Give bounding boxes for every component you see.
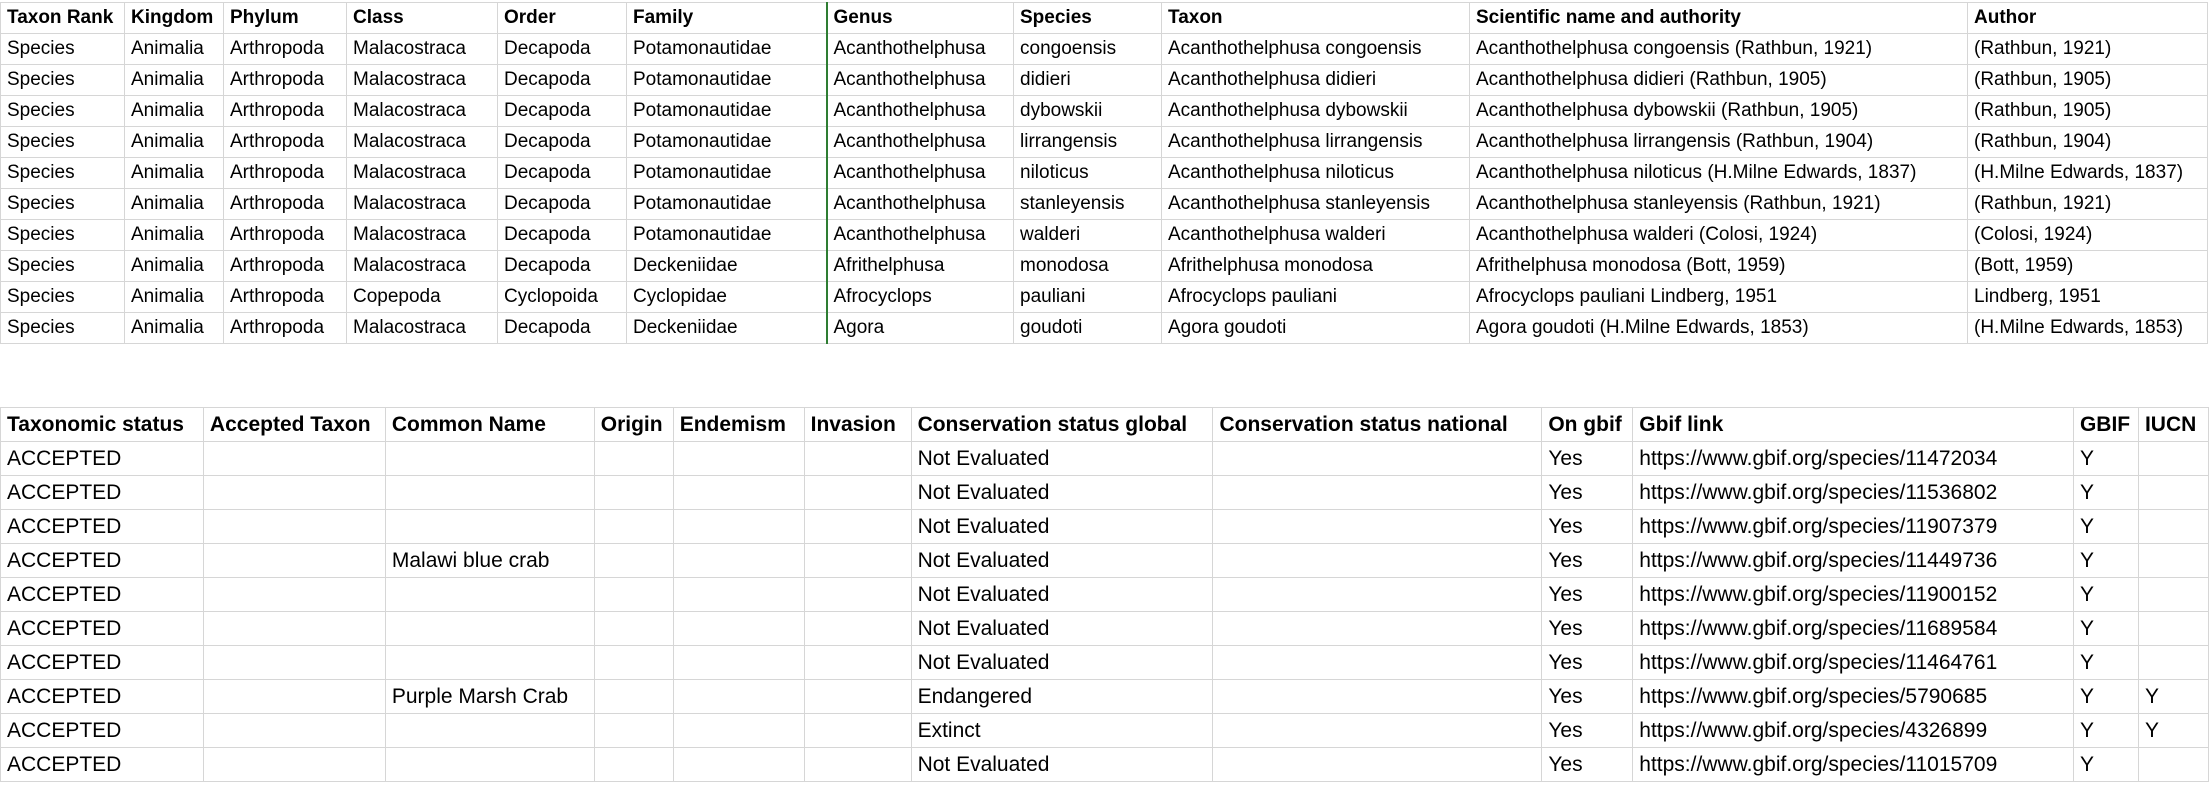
cell-taxonomic-status[interactable]: ACCEPTED: [1, 612, 204, 646]
cell-taxonomic-status[interactable]: ACCEPTED: [1, 442, 204, 476]
cell-genus[interactable]: Acanthothelphusa: [827, 96, 1014, 127]
cell-common-name[interactable]: [385, 442, 594, 476]
cell-genus[interactable]: Afrithelphusa: [827, 251, 1014, 282]
cell-origin[interactable]: [594, 748, 673, 782]
cell-author[interactable]: (Rathbun, 1921): [1968, 34, 2208, 65]
cell-genus[interactable]: Acanthothelphusa: [827, 34, 1014, 65]
cell-taxon-rank[interactable]: Species: [1, 313, 125, 344]
cell-endemism[interactable]: [673, 544, 804, 578]
cell-conservation-status-national[interactable]: [1213, 578, 1542, 612]
cell-genus[interactable]: Acanthothelphusa: [827, 189, 1014, 220]
cell-taxon[interactable]: Acanthothelphusa congoensis: [1162, 34, 1470, 65]
cell-accepted-taxon[interactable]: [203, 714, 385, 748]
cell-kingdom[interactable]: Animalia: [125, 158, 224, 189]
cell-accepted-taxon[interactable]: [203, 544, 385, 578]
cell-phylum[interactable]: Arthropoda: [224, 127, 347, 158]
cell-gbif-link[interactable]: https://www.gbif.org/species/11907379: [1633, 510, 2074, 544]
cell-scientific-name-and-authority[interactable]: Acanthothelphusa walderi (Colosi, 1924): [1470, 220, 1968, 251]
cell-taxon-rank[interactable]: Species: [1, 127, 125, 158]
cell-order[interactable]: Decapoda: [498, 220, 627, 251]
cell-iucn[interactable]: [2138, 748, 2208, 782]
cell-iucn[interactable]: [2138, 510, 2208, 544]
cell-kingdom[interactable]: Animalia: [125, 34, 224, 65]
cell-common-name[interactable]: Malawi blue crab: [385, 544, 594, 578]
cell-conservation-status-national[interactable]: [1213, 714, 1542, 748]
cell-origin[interactable]: [594, 510, 673, 544]
cell-taxonomic-status[interactable]: ACCEPTED: [1, 680, 204, 714]
cell-origin[interactable]: [594, 646, 673, 680]
table-row: [1, 544, 2209, 578]
column-header-species[interactable]: Species: [1014, 3, 1162, 34]
cell-iucn[interactable]: [2138, 442, 2208, 476]
cell-iucn[interactable]: [2138, 476, 2208, 510]
cell-conservation-status-global[interactable]: Not Evaluated: [911, 442, 1213, 476]
table-row: [1, 158, 2208, 189]
column-header-family[interactable]: Family: [627, 3, 827, 34]
cell-taxon-rank[interactable]: Species: [1, 65, 125, 96]
cell-family[interactable]: Potamonautidae: [627, 158, 827, 189]
cell-on-gbif[interactable]: Yes: [1542, 612, 1633, 646]
cell-invasion[interactable]: [804, 578, 911, 612]
cell-conservation-status-global[interactable]: Not Evaluated: [911, 578, 1213, 612]
cell-author[interactable]: (Bott, 1959): [1968, 251, 2208, 282]
column-header-on-gbif[interactable]: On gbif: [1542, 408, 1633, 442]
cell-origin[interactable]: [594, 544, 673, 578]
cell-conservation-status-global[interactable]: Not Evaluated: [911, 646, 1213, 680]
status-body: [1, 442, 2209, 782]
cell-species[interactable]: dybowskii: [1014, 96, 1162, 127]
cell-taxonomic-status[interactable]: ACCEPTED: [1, 544, 204, 578]
cell-accepted-taxon[interactable]: [203, 510, 385, 544]
column-header-conservation-status-global[interactable]: Conservation status global: [911, 408, 1213, 442]
cell-family[interactable]: Cyclopidae: [627, 282, 827, 313]
cell-origin[interactable]: [594, 714, 673, 748]
cell-taxon[interactable]: Agora goudoti: [1162, 313, 1470, 344]
column-header-gbif-link[interactable]: Gbif link: [1633, 408, 2074, 442]
cell-kingdom[interactable]: Animalia: [125, 189, 224, 220]
cell-taxon-rank[interactable]: Species: [1, 251, 125, 282]
column-header-taxonomic-status[interactable]: Taxonomic status: [1, 408, 204, 442]
column-header-accepted-taxon[interactable]: Accepted Taxon: [203, 408, 385, 442]
cell-conservation-status-global[interactable]: Endangered: [911, 680, 1213, 714]
cell-author[interactable]: (Rathbun, 1921): [1968, 189, 2208, 220]
column-header-endemism[interactable]: Endemism: [673, 408, 804, 442]
column-header-scientific-name-and-authority[interactable]: Scientific name and authority: [1470, 3, 1968, 34]
cell-endemism[interactable]: [673, 510, 804, 544]
cell-kingdom[interactable]: Animalia: [125, 220, 224, 251]
cell-author[interactable]: Lindberg, 1951: [1968, 282, 2208, 313]
table-row: [1, 251, 2208, 282]
column-header-iucn[interactable]: IUCN: [2138, 408, 2208, 442]
cell-phylum[interactable]: Arthropoda: [224, 34, 347, 65]
cell-author[interactable]: (Colosi, 1924): [1968, 220, 2208, 251]
table-row: [1, 34, 2208, 65]
cell-accepted-taxon[interactable]: [203, 578, 385, 612]
cell-genus[interactable]: Acanthothelphusa: [827, 158, 1014, 189]
cell-scientific-name-and-authority[interactable]: Acanthothelphusa stanleyensis (Rathbun, 1921): [1470, 189, 1968, 220]
status-header-row: [1, 408, 2209, 442]
column-header-conservation-status-national[interactable]: Conservation status national: [1213, 408, 1542, 442]
table-row: [1, 476, 2209, 510]
cell-on-gbif[interactable]: Yes: [1542, 646, 1633, 680]
cell-scientific-name-and-authority[interactable]: Acanthothelphusa didieri (Rathbun, 1905): [1470, 65, 1968, 96]
cell-family[interactable]: Potamonautidae: [627, 127, 827, 158]
cell-iucn[interactable]: Y: [2138, 714, 2208, 748]
cell-endemism[interactable]: [673, 476, 804, 510]
column-header-class[interactable]: Class: [347, 3, 498, 34]
cell-class[interactable]: Malacostraca: [347, 96, 498, 127]
cell-invasion[interactable]: [804, 510, 911, 544]
cell-gbif-link[interactable]: https://www.gbif.org/species/11449736: [1633, 544, 2074, 578]
cell-species[interactable]: monodosa: [1014, 251, 1162, 282]
cell-origin[interactable]: [594, 578, 673, 612]
cell-endemism[interactable]: [673, 714, 804, 748]
column-header-genus[interactable]: Genus: [827, 3, 1014, 34]
cell-order[interactable]: Decapoda: [498, 34, 627, 65]
cell-taxonomic-status[interactable]: ACCEPTED: [1, 748, 204, 782]
cell-invasion[interactable]: [804, 442, 911, 476]
column-header-phylum[interactable]: Phylum: [224, 3, 347, 34]
cell-accepted-taxon[interactable]: [203, 442, 385, 476]
cell-gbif-link[interactable]: https://www.gbif.org/species/4326899: [1633, 714, 2074, 748]
cell-phylum[interactable]: Arthropoda: [224, 313, 347, 344]
table-row: [1, 714, 2209, 748]
cell-genus[interactable]: Afrocyclops: [827, 282, 1014, 313]
cell-species[interactable]: walderi: [1014, 220, 1162, 251]
cell-common-name[interactable]: [385, 612, 594, 646]
cell-taxonomic-status[interactable]: ACCEPTED: [1, 510, 204, 544]
cell-species[interactable]: congoensis: [1014, 34, 1162, 65]
cell-on-gbif[interactable]: Yes: [1542, 544, 1633, 578]
cell-common-name[interactable]: [385, 646, 594, 680]
cell-species[interactable]: lirrangensis: [1014, 127, 1162, 158]
cell-family[interactable]: Potamonautidae: [627, 34, 827, 65]
cell-taxon-rank[interactable]: Species: [1, 34, 125, 65]
cell-on-gbif[interactable]: Yes: [1542, 714, 1633, 748]
cell-conservation-status-national[interactable]: [1213, 510, 1542, 544]
cell-iucn[interactable]: [2138, 646, 2208, 680]
cell-kingdom[interactable]: Animalia: [125, 282, 224, 313]
column-header-kingdom[interactable]: Kingdom: [125, 3, 224, 34]
cell-iucn[interactable]: [2138, 578, 2208, 612]
column-header-common-name[interactable]: Common Name: [385, 408, 594, 442]
cell-gbif-link[interactable]: https://www.gbif.org/species/5790685: [1633, 680, 2074, 714]
table-row: [1, 282, 2208, 313]
cell-endemism[interactable]: [673, 646, 804, 680]
cell-order[interactable]: Decapoda: [498, 313, 627, 344]
table-row: [1, 578, 2209, 612]
cell-origin[interactable]: [594, 612, 673, 646]
cell-conservation-status-national[interactable]: [1213, 476, 1542, 510]
cell-author[interactable]: (H.Milne Edwards, 1837): [1968, 158, 2208, 189]
cell-species[interactable]: niloticus: [1014, 158, 1162, 189]
cell-conservation-status-national[interactable]: [1213, 612, 1542, 646]
cell-conservation-status-global[interactable]: Not Evaluated: [911, 510, 1213, 544]
cell-class[interactable]: Malacostraca: [347, 158, 498, 189]
cell-author[interactable]: (Rathbun, 1905): [1968, 65, 2208, 96]
cell-endemism[interactable]: [673, 748, 804, 782]
cell-phylum[interactable]: Arthropoda: [224, 189, 347, 220]
column-header-author[interactable]: Author: [1968, 3, 2208, 34]
cell-taxon[interactable]: Afrocyclops pauliani: [1162, 282, 1470, 313]
cell-scientific-name-and-authority[interactable]: Agora goudoti (H.Milne Edwards, 1853): [1470, 313, 1968, 344]
table-row: [1, 220, 2208, 251]
cell-invasion[interactable]: [804, 680, 911, 714]
cell-class[interactable]: Malacostraca: [347, 251, 498, 282]
cell-taxon[interactable]: Acanthothelphusa stanleyensis: [1162, 189, 1470, 220]
table-row: [1, 510, 2209, 544]
cell-gbif-link[interactable]: https://www.gbif.org/species/11536802: [1633, 476, 2074, 510]
cell-accepted-taxon[interactable]: [203, 612, 385, 646]
cell-origin[interactable]: [594, 476, 673, 510]
cell-origin[interactable]: [594, 442, 673, 476]
cell-species[interactable]: stanleyensis: [1014, 189, 1162, 220]
table-row: [1, 189, 2208, 220]
cell-invasion[interactable]: [804, 748, 911, 782]
cell-phylum[interactable]: Arthropoda: [224, 251, 347, 282]
cell-gbif[interactable]: Y: [2073, 612, 2138, 646]
cell-phylum[interactable]: Arthropoda: [224, 65, 347, 96]
column-header-order[interactable]: Order: [498, 3, 627, 34]
cell-gbif[interactable]: Y: [2073, 442, 2138, 476]
cell-phylum[interactable]: Arthropoda: [224, 220, 347, 251]
table-row: [1, 680, 2209, 714]
cell-scientific-name-and-authority[interactable]: Acanthothelphusa congoensis (Rathbun, 1921): [1470, 34, 1968, 65]
cell-taxonomic-status[interactable]: ACCEPTED: [1, 476, 204, 510]
cell-kingdom[interactable]: Animalia: [125, 251, 224, 282]
cell-genus[interactable]: Acanthothelphusa: [827, 65, 1014, 96]
column-header-taxon[interactable]: Taxon: [1162, 3, 1470, 34]
cell-gbif[interactable]: Y: [2073, 544, 2138, 578]
column-header-origin[interactable]: Origin: [594, 408, 673, 442]
cell-class[interactable]: Malacostraca: [347, 65, 498, 96]
cell-class[interactable]: Malacostraca: [347, 127, 498, 158]
column-header-taxon-rank[interactable]: Taxon Rank: [1, 3, 125, 34]
cell-order[interactable]: Decapoda: [498, 251, 627, 282]
cell-species[interactable]: didieri: [1014, 65, 1162, 96]
cell-family[interactable]: Deckeniidae: [627, 251, 827, 282]
cell-accepted-taxon[interactable]: [203, 646, 385, 680]
cell-common-name[interactable]: [385, 714, 594, 748]
cell-conservation-status-global[interactable]: Not Evaluated: [911, 476, 1213, 510]
cell-species[interactable]: pauliani: [1014, 282, 1162, 313]
cell-scientific-name-and-authority[interactable]: Acanthothelphusa niloticus (H.Milne Edwards, 1837): [1470, 158, 1968, 189]
cell-taxon-rank[interactable]: Species: [1, 189, 125, 220]
cell-gbif-link[interactable]: https://www.gbif.org/species/11472034: [1633, 442, 2074, 476]
cell-scientific-name-and-authority[interactable]: Acanthothelphusa lirrangensis (Rathbun, 1904): [1470, 127, 1968, 158]
cell-gbif[interactable]: Y: [2073, 510, 2138, 544]
cell-conservation-status-global[interactable]: Extinct: [911, 714, 1213, 748]
cell-kingdom[interactable]: Animalia: [125, 65, 224, 96]
cell-common-name[interactable]: [385, 578, 594, 612]
cell-species[interactable]: goudoti: [1014, 313, 1162, 344]
cell-common-name[interactable]: Purple Marsh Crab: [385, 680, 594, 714]
cell-order[interactable]: Cyclopoida: [498, 282, 627, 313]
cell-phylum[interactable]: Arthropoda: [224, 282, 347, 313]
taxonomy-body: [1, 34, 2208, 344]
cell-on-gbif[interactable]: Yes: [1542, 748, 1633, 782]
cell-order[interactable]: Decapoda: [498, 158, 627, 189]
table-row: [1, 127, 2208, 158]
cell-conservation-status-national[interactable]: [1213, 442, 1542, 476]
cell-order[interactable]: Decapoda: [498, 96, 627, 127]
cell-endemism[interactable]: [673, 612, 804, 646]
cell-taxon-rank[interactable]: Species: [1, 220, 125, 251]
table-row: [1, 612, 2209, 646]
cell-gbif[interactable]: Y: [2073, 578, 2138, 612]
cell-scientific-name-and-authority[interactable]: Afrocyclops pauliani Lindberg, 1951: [1470, 282, 1968, 313]
cell-iucn[interactable]: [2138, 544, 2208, 578]
cell-common-name[interactable]: [385, 476, 594, 510]
cell-family[interactable]: Potamonautidae: [627, 96, 827, 127]
cell-class[interactable]: Malacostraca: [347, 313, 498, 344]
cell-taxonomic-status[interactable]: ACCEPTED: [1, 714, 204, 748]
cell-author[interactable]: (H.Milne Edwards, 1853): [1968, 313, 2208, 344]
cell-invasion[interactable]: [804, 714, 911, 748]
cell-family[interactable]: Potamonautidae: [627, 189, 827, 220]
cell-scientific-name-and-authority[interactable]: Afrithelphusa monodosa (Bott, 1959): [1470, 251, 1968, 282]
cell-conservation-status-global[interactable]: Not Evaluated: [911, 544, 1213, 578]
cell-taxonomic-status[interactable]: ACCEPTED: [1, 646, 204, 680]
table-row: [1, 748, 2209, 782]
cell-conservation-status-global[interactable]: Not Evaluated: [911, 748, 1213, 782]
cell-common-name[interactable]: [385, 510, 594, 544]
table-row: [1, 646, 2209, 680]
cell-taxon[interactable]: Acanthothelphusa lirrangensis: [1162, 127, 1470, 158]
cell-invasion[interactable]: [804, 612, 911, 646]
cell-origin[interactable]: [594, 680, 673, 714]
cell-taxonomic-status[interactable]: ACCEPTED: [1, 578, 204, 612]
cell-gbif[interactable]: Y: [2073, 714, 2138, 748]
cell-taxon-rank[interactable]: Species: [1, 158, 125, 189]
cell-taxon[interactable]: Afrithelphusa monodosa: [1162, 251, 1470, 282]
table-row: [1, 65, 2208, 96]
taxonomy-header-row: [1, 3, 2208, 34]
cell-order[interactable]: Decapoda: [498, 127, 627, 158]
cell-order[interactable]: Decapoda: [498, 189, 627, 220]
cell-gbif[interactable]: Y: [2073, 646, 2138, 680]
cell-accepted-taxon[interactable]: [203, 476, 385, 510]
cell-class[interactable]: Copepoda: [347, 282, 498, 313]
cell-gbif-link[interactable]: https://www.gbif.org/species/11689584: [1633, 612, 2074, 646]
cell-phylum[interactable]: Arthropoda: [224, 96, 347, 127]
cell-family[interactable]: Potamonautidae: [627, 65, 827, 96]
cell-on-gbif[interactable]: Yes: [1542, 476, 1633, 510]
table-row: [1, 442, 2209, 476]
cell-class[interactable]: Malacostraca: [347, 220, 498, 251]
cell-endemism[interactable]: [673, 442, 804, 476]
cell-on-gbif[interactable]: Yes: [1542, 578, 1633, 612]
cell-author[interactable]: (Rathbun, 1905): [1968, 96, 2208, 127]
cell-taxon-rank[interactable]: Species: [1, 96, 125, 127]
cell-on-gbif[interactable]: Yes: [1542, 680, 1633, 714]
cell-conservation-status-national[interactable]: [1213, 646, 1542, 680]
cell-author[interactable]: (Rathbun, 1904): [1968, 127, 2208, 158]
cell-common-name[interactable]: [385, 748, 594, 782]
cell-gbif[interactable]: Y: [2073, 748, 2138, 782]
column-header-gbif[interactable]: GBIF: [2073, 408, 2138, 442]
cell-on-gbif[interactable]: Yes: [1542, 442, 1633, 476]
cell-invasion[interactable]: [804, 544, 911, 578]
cell-on-gbif[interactable]: Yes: [1542, 510, 1633, 544]
cell-taxon[interactable]: Acanthothelphusa niloticus: [1162, 158, 1470, 189]
cell-iucn[interactable]: Y: [2138, 680, 2208, 714]
cell-kingdom[interactable]: Animalia: [125, 96, 224, 127]
cell-gbif[interactable]: Y: [2073, 476, 2138, 510]
cell-scientific-name-and-authority[interactable]: Acanthothelphusa dybowskii (Rathbun, 1905): [1470, 96, 1968, 127]
cell-conservation-status-national[interactable]: [1213, 544, 1542, 578]
cell-gbif[interactable]: Y: [2073, 680, 2138, 714]
cell-class[interactable]: Malacostraca: [347, 189, 498, 220]
cell-taxon-rank[interactable]: Species: [1, 282, 125, 313]
cell-family[interactable]: Potamonautidae: [627, 220, 827, 251]
cell-accepted-taxon[interactable]: [203, 748, 385, 782]
cell-conservation-status-national[interactable]: [1213, 680, 1542, 714]
cell-endemism[interactable]: [673, 680, 804, 714]
column-header-invasion[interactable]: Invasion: [804, 408, 911, 442]
cell-accepted-taxon[interactable]: [203, 680, 385, 714]
cell-class[interactable]: Malacostraca: [347, 34, 498, 65]
cell-iucn[interactable]: [2138, 612, 2208, 646]
status-table: [0, 407, 2209, 782]
cell-genus[interactable]: Agora: [827, 313, 1014, 344]
table-row: [1, 313, 2208, 344]
cell-kingdom[interactable]: Animalia: [125, 313, 224, 344]
cell-genus[interactable]: Acanthothelphusa: [827, 220, 1014, 251]
cell-conservation-status-national[interactable]: [1213, 748, 1542, 782]
cell-endemism[interactable]: [673, 578, 804, 612]
cell-gbif-link[interactable]: https://www.gbif.org/species/11464761: [1633, 646, 2074, 680]
cell-invasion[interactable]: [804, 476, 911, 510]
table-row: [1, 96, 2208, 127]
cell-taxon[interactable]: Acanthothelphusa didieri: [1162, 65, 1470, 96]
cell-invasion[interactable]: [804, 646, 911, 680]
taxonomy-table: [0, 2, 2208, 344]
cell-conservation-status-global[interactable]: Not Evaluated: [911, 612, 1213, 646]
cell-kingdom[interactable]: Animalia: [125, 127, 224, 158]
cell-order[interactable]: Decapoda: [498, 65, 627, 96]
cell-gbif-link[interactable]: https://www.gbif.org/species/11900152: [1633, 578, 2074, 612]
cell-phylum[interactable]: Arthropoda: [224, 158, 347, 189]
cell-gbif-link[interactable]: https://www.gbif.org/species/11015709: [1633, 748, 2074, 782]
cell-taxon[interactable]: Acanthothelphusa walderi: [1162, 220, 1470, 251]
cell-taxon[interactable]: Acanthothelphusa dybowskii: [1162, 96, 1470, 127]
cell-genus[interactable]: Acanthothelphusa: [827, 127, 1014, 158]
cell-family[interactable]: Deckeniidae: [627, 313, 827, 344]
